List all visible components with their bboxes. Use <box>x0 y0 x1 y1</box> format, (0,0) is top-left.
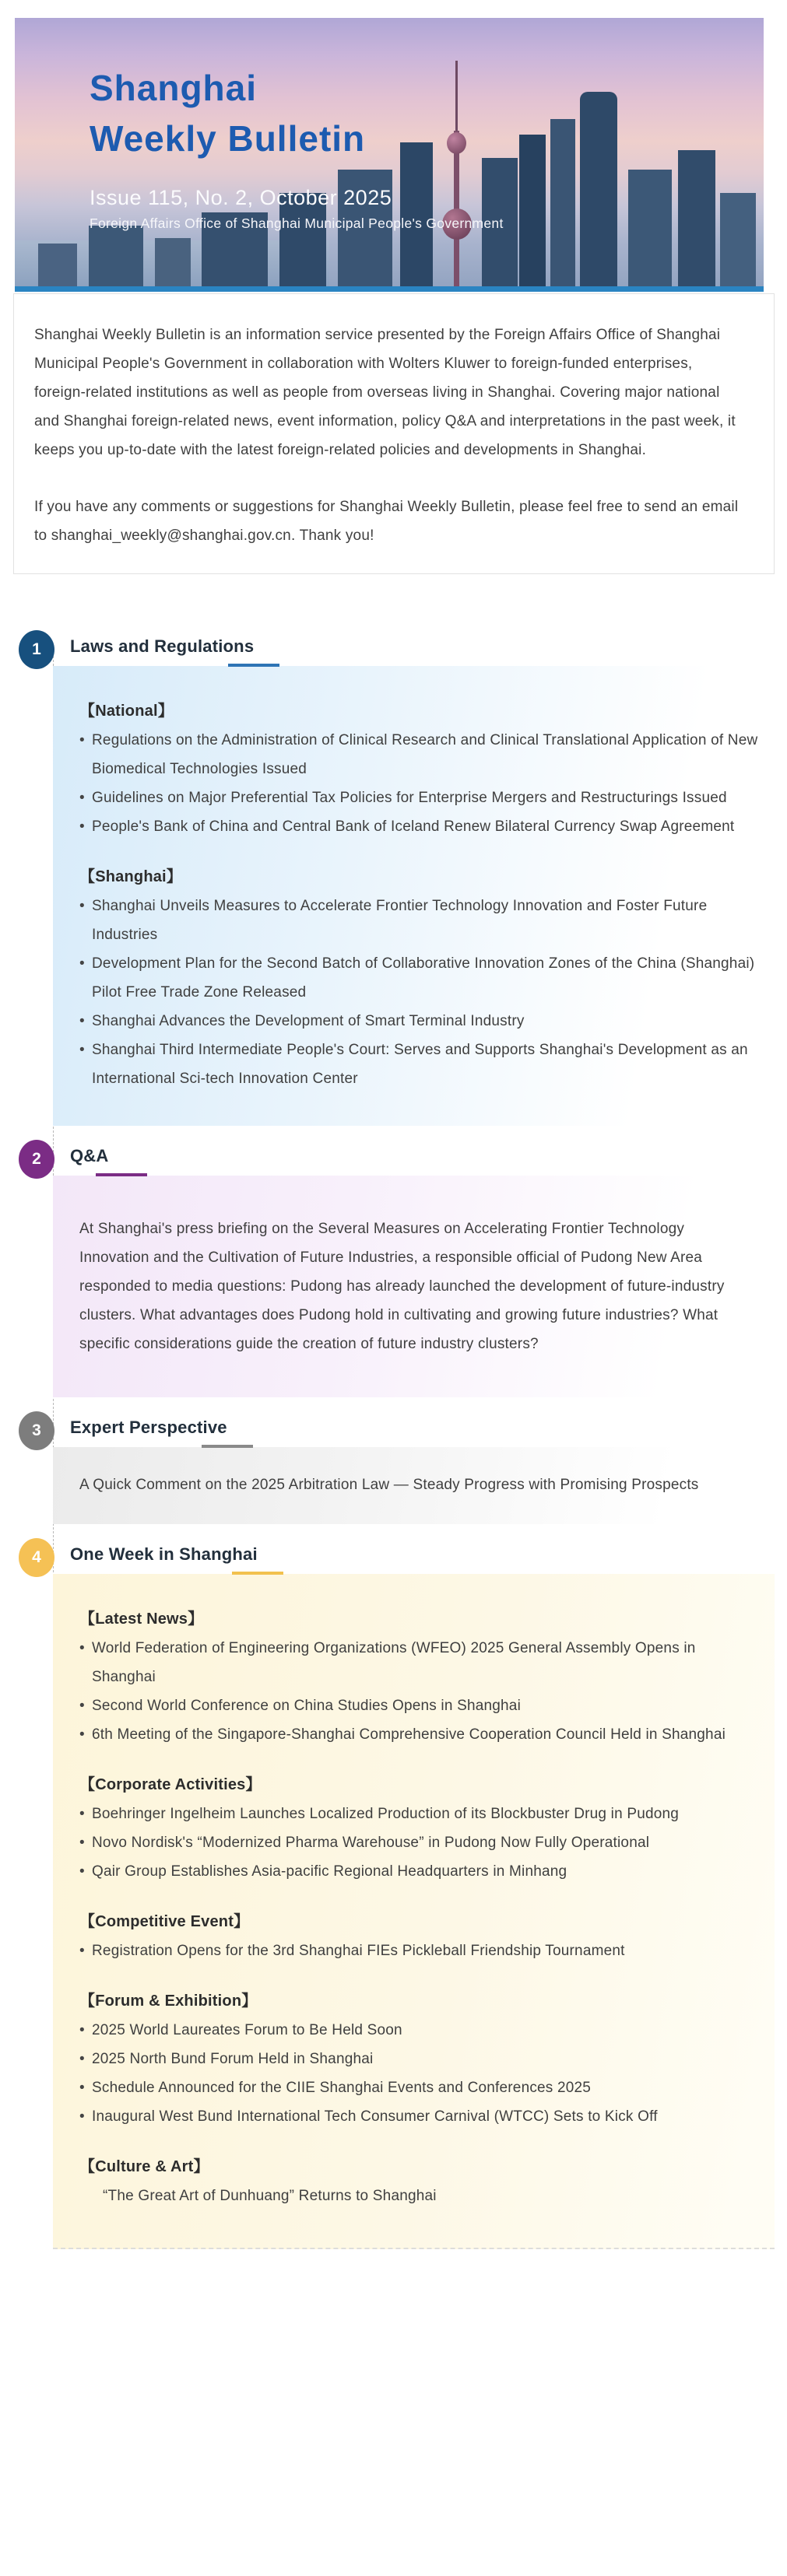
banner-text-block <box>90 63 504 232</box>
section-title: Expert Perspective <box>70 1418 227 1437</box>
title-underline <box>232 1572 283 1575</box>
section-one-week-in-shanghai <box>0 1538 787 2249</box>
group-item-list <box>79 892 763 1093</box>
group-header: 【Forum & Exhibition】 <box>79 1992 258 2010</box>
world-financial-center-silhouette <box>550 119 575 286</box>
section-heading <box>0 630 787 672</box>
section-expert-perspective <box>0 1411 787 1524</box>
title-underline <box>228 664 279 667</box>
group-header: 【Latest News】 <box>79 1610 204 1628</box>
intro-box <box>13 293 775 574</box>
qa-content-box <box>53 1176 775 1397</box>
group-header: 【National】 <box>79 703 174 720</box>
bulleted-news-item: • Regulations on the Administration of Clinical Research and Clinical Translational Application of New Biomedical Technologies Issued <box>92 726 763 783</box>
banner-title-line2: Weekly Bulletin <box>90 118 366 159</box>
building-silhouette <box>89 226 143 286</box>
section-title: Laws and Regulations <box>70 636 255 656</box>
topic-group <box>79 697 763 841</box>
laws-content-box <box>53 666 775 1126</box>
bulleted-news-item: • Inaugural West Bund International Tech Consumer Carnival (WTCC) Sets to Kick Off <box>92 2102 763 2131</box>
bulleted-news-item: • Guidelines on Major Preferential Tax Policies for Enterprise Mergers and Restructurings Issued <box>92 783 763 812</box>
section-number-badge: 3 <box>19 1411 54 1450</box>
section-title: Q&A <box>70 1146 109 1165</box>
group-header: 【Culture & Art】 <box>79 2158 209 2175</box>
banner-issue-line: Issue 115, No. 2, October 2025 <box>90 186 392 209</box>
building-silhouette <box>678 150 715 286</box>
title-underline <box>202 1445 253 1448</box>
title-underline <box>96 1173 147 1176</box>
expert-paragraph: A Quick Comment on the 2025 Arbitration Law — Steady Progress with Promising Prospects <box>79 1477 699 1493</box>
section-heading <box>0 1411 787 1453</box>
section-heading <box>0 1140 787 1182</box>
bulleted-news-item: • Second World Conference on China Studies Opens in Shanghai <box>92 1691 763 1720</box>
group-item-list <box>79 2016 763 2131</box>
group-item-list <box>79 1634 763 1749</box>
group-header: 【Shanghai】 <box>79 868 183 885</box>
bulleted-news-item: • Boehringer Ingelheim Launches Localized Production of its Blockbuster Drug in Pudong <box>92 1800 763 1828</box>
group-item-list <box>79 2182 763 2210</box>
group-item-list <box>79 1936 763 1965</box>
topic-group <box>79 2153 763 2210</box>
bulleted-news-item: • Schedule Announced for the CIIE Shanghai Events and Conferences 2025 <box>92 2073 763 2102</box>
banner-title <box>90 63 504 164</box>
shanghai-tower-silhouette <box>580 92 617 286</box>
section-laws-and-regulations <box>0 630 787 1126</box>
banner-title-line1: Shanghai <box>90 68 258 108</box>
building-silhouette <box>38 244 77 286</box>
bulleted-news-item: • Qair Group Establishes Asia-pacific Regional Headquarters in Minhang <box>92 1857 763 1886</box>
group-header: 【Competitive Event】 <box>79 1913 250 1930</box>
jinmao-tower-silhouette <box>519 135 546 286</box>
bulleted-news-item: • Development Plan for the Second Batch of Collaborative Innovation Zones of the China (Shanghai) Pilot Free Trade Zone Released <box>92 949 763 1007</box>
intro-paragraph-1: Shanghai Weekly Bulletin is an information service presented by the Foreign Affairs Office of Shanghai Municipal People's Government in collaboration with Wolters Kluwer to foreign-funded enterprises, foreign-related institutions as well as people from overseas living in Shanghai. Covering major national and Shanghai foreign-related news, event information, policy Q&A and interpretations in the past week, it keeps you up-to-date with the latest foreign-related policies and developments in Shanghai. <box>34 327 736 458</box>
banner-org-line: Foreign Affairs Office of Shanghai Municipal People's Government <box>90 216 504 231</box>
topic-group <box>79 1908 763 1965</box>
one-week-content-box <box>53 1574 775 2249</box>
building-silhouette <box>155 238 191 286</box>
section-qa <box>0 1140 787 1397</box>
intro-paragraph-2: If you have any comments or suggestions for Shanghai Weekly Bulletin, please feel free to send an email to shanghai_weekly@shanghai.gov.cn. Thank you! <box>34 499 739 544</box>
newsletter-page <box>0 18 787 2269</box>
bulleted-news-item: • Novo Nordisk's “Modernized Pharma Warehouse” in Pudong Now Fully Operational <box>92 1828 763 1857</box>
bulleted-news-item: • People's Bank of China and Central Bank of Iceland Renew Bilateral Currency Swap Agreement <box>92 812 763 841</box>
bulleted-news-item: • Shanghai Advances the Development of Smart Terminal Industry <box>92 1007 763 1036</box>
sections-wrap <box>0 630 787 2249</box>
building-silhouette <box>628 170 672 286</box>
section-number-badge: 2 <box>19 1140 54 1179</box>
banner <box>15 18 764 292</box>
bulleted-news-item: • 2025 World Laureates Forum to Be Held Soon <box>92 2016 763 2045</box>
section-number-badge: 1 <box>19 630 54 669</box>
group-item-list <box>79 1800 763 1886</box>
bulleted-news-item: • World Federation of Engineering Organizations (WFEO) 2025 General Assembly Opens in Shanghai <box>92 1634 763 1691</box>
section-title: One Week in Shanghai <box>70 1544 258 1564</box>
qa-paragraph: At Shanghai's press briefing on the Several Measures on Accelerating Frontier Technology Innovation and the Cultivation of Future Industries, a responsible official of Pudong New Area responded to media questions: Pudong has already launched the development of future-industry clusters. What advantages does Pudong hold in cultivating and growing future industries? What specific considerations guide the creation of future industry clusters? <box>79 1221 725 1352</box>
topic-group <box>79 863 763 1093</box>
bulleted-news-item: • Shanghai Third Intermediate People's Court: Serves and Supports Shanghai's Development as an International Sci-tech Innovation Center <box>92 1036 763 1093</box>
topic-group <box>79 1987 763 2131</box>
group-item-list <box>79 726 763 841</box>
building-silhouette <box>720 193 756 286</box>
bulleted-news-item: • 2025 North Bund Forum Held in Shanghai <box>92 2045 763 2073</box>
expert-content-box <box>53 1447 775 1524</box>
group-header: 【Corporate Activities】 <box>79 1776 262 1793</box>
bulleted-news-item: • Shanghai Unveils Measures to Accelerate Frontier Technology Innovation and Foster Future Industries <box>92 892 763 949</box>
section-heading <box>0 1538 787 1580</box>
bulleted-news-item: • Registration Opens for the 3rd Shanghai FIEs Pickleball Friendship Tournament <box>92 1936 763 1965</box>
topic-group <box>79 1605 763 1749</box>
bulleted-news-item: • 6th Meeting of the Singapore-Shanghai Comprehensive Cooperation Council Held in Shanghai <box>92 1720 763 1749</box>
section-number-badge: 4 <box>19 1538 54 1577</box>
topic-group <box>79 1771 763 1886</box>
news-item: “The Great Art of Dunhuang” Returns to Shanghai <box>103 2188 437 2204</box>
